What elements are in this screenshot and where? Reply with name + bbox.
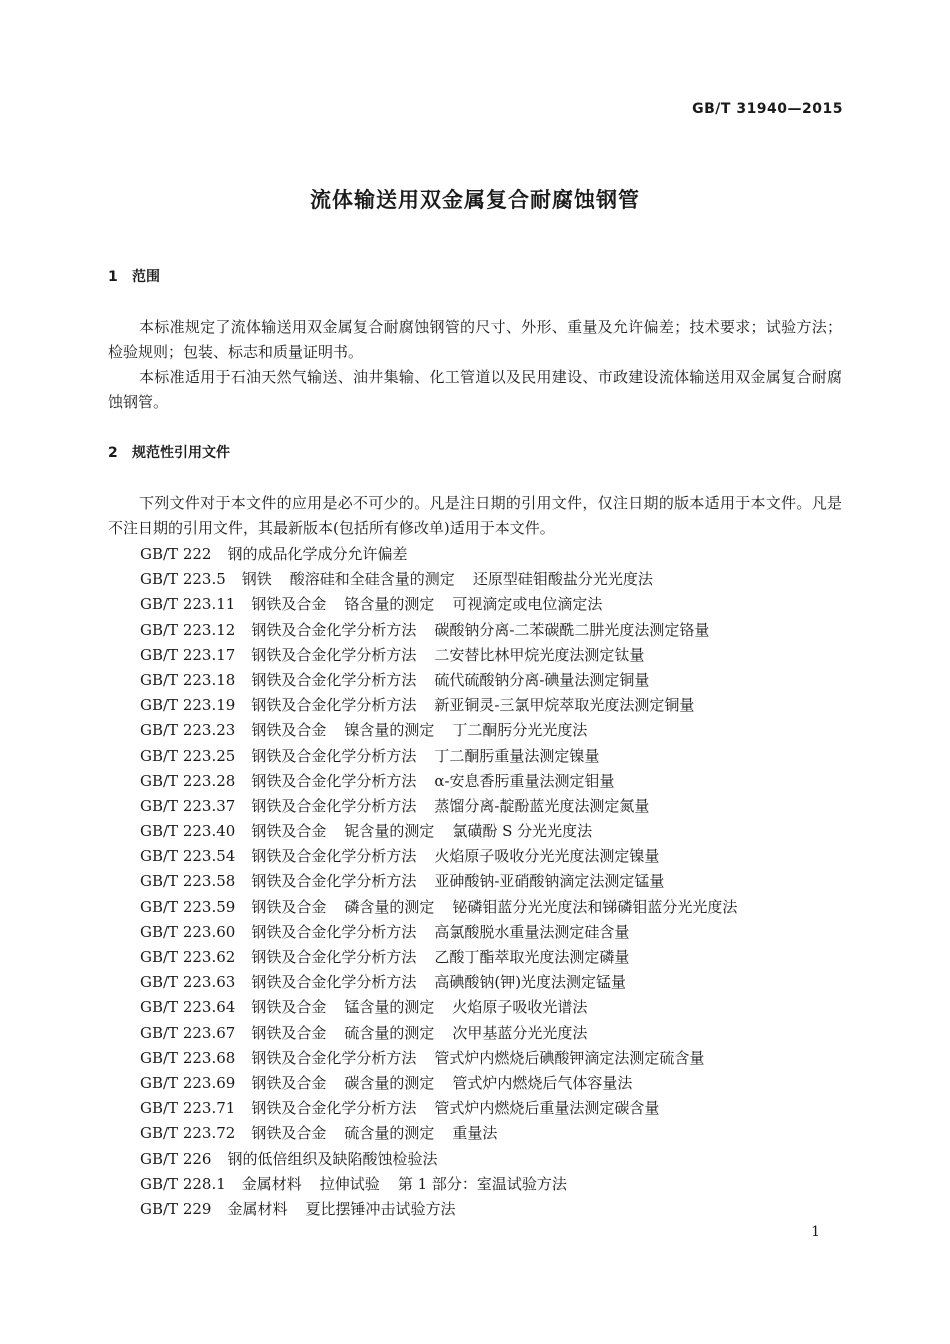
reference-title-part: 钢铁及合金化学分析方法	[251, 670, 417, 689]
reference-title-part: 钢的低倍组织及缺陷酸蚀检验法	[227, 1149, 438, 1168]
reference-title-part: 高碘酸钠(钾)光度法测定锰量	[434, 973, 627, 992]
reference-title-part: 钢铁	[241, 570, 272, 589]
reference-title-part: 重量法	[452, 1124, 498, 1143]
section-2-number: 2	[108, 445, 118, 461]
reference-item	[140, 1071, 755, 1096]
reference-code: GB/T 223.58	[140, 872, 236, 891]
reference-title-part: 碳酸钠分离-二苯碳酰二肼光度法测定铬量	[434, 620, 710, 639]
reference-title-part: 钢铁及合金化学分析方法	[251, 771, 417, 790]
reference-title-part: 可视滴定或电位滴定法	[452, 595, 603, 614]
reference-title-part: 氯磺酚 S 分光光度法	[452, 822, 593, 841]
reference-code: GB/T 223.25	[140, 746, 236, 765]
reference-title-part: 第 1 部分：室温试验方法	[397, 1174, 567, 1193]
reference-title-part: 新亚铜灵-三氯甲烷萃取光度法测定铜量	[434, 696, 695, 715]
reference-title-part: 钢铁及合金化学分析方法	[251, 1048, 417, 1067]
reference-title-part: 钢铁及合金化学分析方法	[251, 620, 417, 639]
reference-title-part: 硫含量的测定	[344, 1124, 435, 1143]
reference-title-part: 钢铁及合金	[251, 1023, 327, 1042]
reference-code: GB/T 223.69	[140, 1073, 236, 1092]
reference-code: GB/T 223.63	[140, 973, 236, 992]
section-1-heading	[108, 266, 160, 286]
reference-code: GB/T 229	[140, 1199, 212, 1218]
reference-title-part: 钢铁及合金	[251, 1073, 327, 1092]
reference-title-part: 硫代硫酸钠分离-碘量法测定铜量	[434, 670, 650, 689]
reference-code: GB/T 228.1	[140, 1174, 226, 1193]
reference-title-part: 高氯酸脱水重量法测定硅含量	[434, 922, 630, 941]
reference-item	[140, 643, 755, 668]
reference-title-part: α-安息香肟重量法测定钼量	[434, 771, 615, 790]
reference-item	[140, 592, 755, 617]
reference-title-part: 钢铁及合金化学分析方法	[251, 796, 417, 815]
reference-code: GB/T 223.23	[140, 721, 236, 740]
reference-title-part: 钢的成品化学成分允许偏差	[227, 545, 408, 563]
reference-code: GB/T 222	[140, 545, 212, 563]
reference-title-part: 钢铁及合金化学分析方法	[251, 948, 417, 966]
reference-title-part: 钢铁及合金	[251, 897, 327, 916]
reference-code: GB/T 223.17	[140, 645, 236, 664]
reference-title-part: 金属材料	[241, 1174, 302, 1193]
reference-item	[140, 1021, 755, 1046]
reference-item	[140, 718, 755, 743]
reference-item	[140, 542, 755, 567]
reference-title-part: 碳含量的测定	[344, 1073, 435, 1092]
reference-title-part: 二安替比林甲烷光度法测定钛量	[434, 645, 645, 664]
reference-item	[140, 970, 755, 995]
reference-title-part: 火焰原子吸收光谱法	[452, 998, 588, 1017]
section-1-title: 范围	[132, 269, 160, 285]
reference-code: GB/T 223.12	[140, 620, 236, 639]
reference-code: GB/T 223.18	[140, 670, 236, 689]
document-title: 流体输送用双金属复合耐腐蚀钢管	[310, 188, 640, 212]
reference-code: GB/T 223.72	[140, 1124, 236, 1143]
reference-title-part: 钢铁及合金	[251, 998, 327, 1017]
reference-item	[140, 567, 755, 592]
reference-code: GB/T 223.60	[140, 922, 236, 941]
reference-title-part: 酸溶硅和全硅含量的测定	[289, 570, 455, 589]
reference-title-part: 铌含量的测定	[344, 822, 435, 841]
reference-item	[140, 618, 755, 643]
reference-item	[140, 668, 755, 693]
reference-code: GB/T 223.67	[140, 1023, 236, 1042]
reference-title-part: 乙酸丁酯萃取光度法测定磷量	[434, 948, 630, 966]
reference-title-part: 钢铁及合金化学分析方法	[251, 696, 417, 715]
reference-item	[140, 1046, 755, 1071]
reference-title-part: 次甲基蓝分光光度法	[452, 1023, 588, 1042]
reference-item	[140, 844, 755, 869]
section-2-title: 规范性引用文件	[132, 445, 230, 461]
reference-code: GB/T 223.68	[140, 1048, 236, 1067]
reference-title-part: 钢铁及合金化学分析方法	[251, 1099, 417, 1118]
reference-title-part: 钢铁及合金化学分析方法	[251, 847, 417, 866]
reference-item	[140, 794, 755, 819]
reference-title-part: 还原型硅钼酸盐分光光度法	[472, 570, 653, 589]
reference-title-part: 钢铁及合金化学分析方法	[251, 872, 417, 891]
reference-title-part: 管式炉内燃烧后气体容量法	[452, 1073, 633, 1092]
reference-title-part: 钢铁及合金化学分析方法	[251, 922, 417, 941]
scope-paragraph-1: 本标准规定了流体输送用双金属复合耐腐蚀钢管的尺寸、外形、重量及允许偏差；技术要求；试验方法；检验规则；包装、标志和质量证明书。	[108, 318, 842, 361]
reference-title-part: 钢铁及合金化学分析方法	[251, 746, 417, 765]
reference-code: GB/T 223.71	[140, 1099, 236, 1118]
reference-title-part: 亚砷酸钠-亚硝酸钠滴定法测定锰量	[434, 872, 665, 891]
scope-paragraph-2: 本标准适用于石油天然气输送、油井集输、化工管道以及民用建设、市政建设流体输送用双金属复合耐腐蚀钢管。	[108, 368, 842, 411]
reference-code: GB/T 223.64	[140, 998, 236, 1017]
reference-title-part: 蒸馏分离-靛酚蓝光度法测定氮量	[434, 796, 650, 815]
reference-code: GB/T 223.37	[140, 796, 236, 815]
reference-code: GB/T 223.28	[140, 771, 236, 790]
reference-title-part: 磷含量的测定	[344, 897, 435, 916]
reference-item	[140, 1121, 755, 1146]
reference-title-part: 钢铁及合金化学分析方法	[251, 645, 417, 664]
reference-code: GB/T 223.62	[140, 948, 236, 966]
reference-title-part: 铋磷钼蓝分光光度法和锑磷钼蓝分光光度法	[452, 897, 738, 916]
reference-item	[140, 895, 755, 920]
reference-title-part: 钢铁及合金化学分析方法	[251, 973, 417, 992]
standard-code: GB/T 31940—2015	[692, 101, 843, 117]
reference-title-part: 管式炉内燃烧后碘酸钾滴定法测定硫含量	[434, 1048, 705, 1067]
page-number: 1	[811, 1224, 820, 1240]
reference-title-part: 钢铁及合金	[251, 595, 327, 614]
reference-code: GB/T 223.11	[140, 595, 236, 614]
reference-code: GB/T 226	[140, 1149, 212, 1168]
reference-item	[140, 920, 755, 945]
reference-title-part: 硫含量的测定	[344, 1023, 435, 1042]
reference-item	[140, 995, 755, 1020]
section-2-heading	[108, 442, 230, 462]
reference-title-part: 管式炉内燃烧后重量法测定碳含量	[434, 1099, 660, 1118]
reference-item	[140, 1197, 755, 1222]
reference-title-part: 铬含量的测定	[344, 595, 435, 614]
reference-item	[140, 1172, 755, 1197]
references-intro: 下列文件对于本文件的应用是必不可少的。凡是注日期的引用文件，仅注日期的版本适用于本文件。凡是不注日期的引用文件，其最新版本(包括所有修改单)适用于本文件。	[108, 494, 842, 537]
reference-title-part: 钢铁及合金	[251, 1124, 327, 1143]
reference-code: GB/T 223.54	[140, 847, 236, 866]
reference-item	[140, 744, 755, 769]
reference-title-part: 锰含量的测定	[344, 998, 435, 1017]
reference-item	[140, 769, 755, 794]
reference-title-part: 拉伸试验	[319, 1174, 380, 1193]
reference-item	[140, 869, 755, 894]
reference-title-part: 钢铁及合金	[251, 822, 327, 841]
reference-item	[140, 819, 755, 844]
reference-item	[140, 945, 755, 970]
reference-item	[140, 693, 755, 718]
reference-code: GB/T 223.59	[140, 897, 236, 916]
reference-title-part: 丁二酮肟分光光度法	[452, 721, 588, 740]
reference-item	[140, 1096, 755, 1121]
reference-title-part: 钢铁及合金	[251, 721, 327, 740]
reference-title-part: 金属材料	[227, 1199, 288, 1218]
reference-title-part: 镍含量的测定	[344, 721, 435, 740]
reference-code: GB/T 223.40	[140, 822, 236, 841]
section-1-number: 1	[108, 269, 118, 285]
reference-title-part: 丁二酮肟重量法测定镍量	[434, 746, 600, 765]
reference-code: GB/T 223.5	[140, 570, 226, 589]
reference-code: GB/T 223.19	[140, 696, 236, 715]
reference-title-part: 火焰原子吸收分光光度法测定镍量	[434, 847, 660, 866]
reference-title-part: 夏比摆锤冲击试验方法	[305, 1199, 456, 1218]
reference-item	[140, 1147, 755, 1172]
reference-list	[140, 542, 755, 1222]
